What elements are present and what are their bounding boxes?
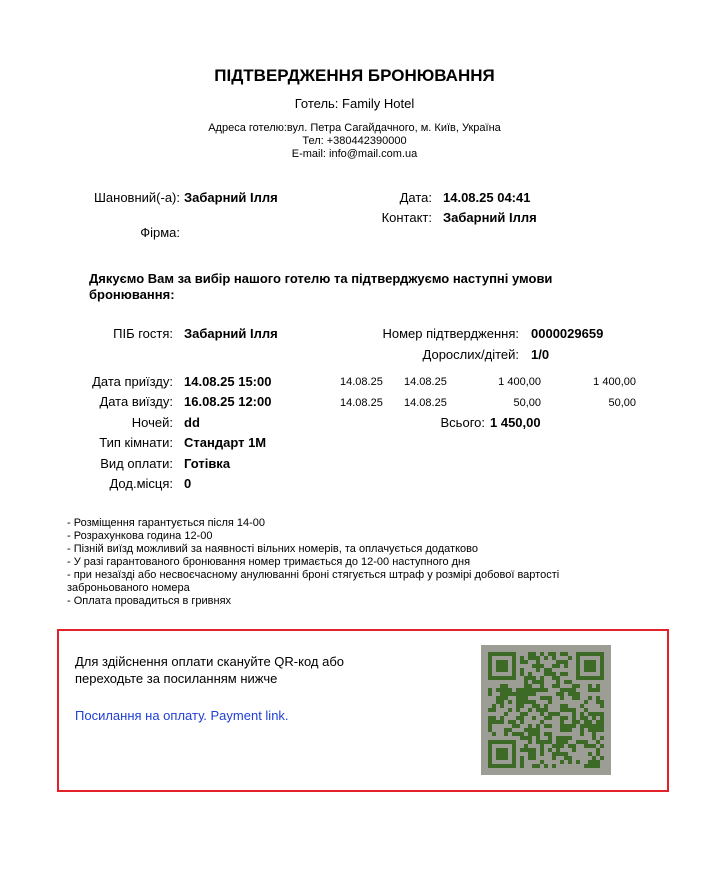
payment-type-value: Готівка (184, 456, 231, 471)
rule-item: - при незаїзді або несвоєчасному анулюванні броні стягується штраф у розмірі добової вартості (67, 569, 560, 581)
line-from: 14.08.25 (340, 376, 383, 388)
rule-item: - Розрахункова година 12-00 (67, 530, 213, 542)
hotel-address: Адреса готелю:вул. Петра Сагайдачного, м. Київ, Україна (208, 122, 501, 134)
nights-value: dd (184, 415, 200, 430)
contact-label: Контакт: (381, 210, 432, 225)
rule-item: заброньованого номера (67, 582, 190, 594)
payment-link[interactable]: Посилання на оплату. Payment link. (75, 708, 289, 723)
hotel-phone: Тел: +380442390000 (302, 135, 407, 147)
dear-value: Забарний Ілля (184, 190, 278, 205)
line-sum: 1 400,00 (593, 376, 636, 388)
payment-qr-code[interactable] (481, 645, 611, 775)
date-value: 14.08.25 04:41 (443, 190, 531, 205)
adults-label: Дорослих/дітей: (422, 347, 519, 362)
dear-label: Шановний(-а): (94, 190, 180, 205)
line-to: 14.08.25 (404, 376, 447, 388)
arrival-value: 14.08.25 15:00 (184, 374, 272, 389)
payment-instructions (75, 653, 344, 687)
guest-value: Забарний Ілля (184, 326, 278, 341)
payment-text-line2: переходьте за посиланням нижче (75, 671, 278, 686)
line-to: 14.08.25 (404, 397, 447, 409)
document-title: ПІДТВЕРДЖЕННЯ БРОНЮВАННЯ (214, 66, 495, 85)
contact-value: Забарний Ілля (443, 210, 537, 225)
qr-code-image (481, 645, 611, 775)
firm-label: Фірма: (140, 225, 180, 240)
rule-item: - Оплата провадиться в гривнях (67, 595, 232, 607)
room-type-label: Тип кімнати: (99, 435, 173, 450)
departure-label: Дата виїзду: (99, 394, 173, 409)
room-type-value: Стандарт 1М (184, 435, 267, 450)
nights-label: Ночей: (131, 415, 173, 430)
confirmation-value: 0000029659 (531, 326, 604, 341)
guest-label: ПІБ гостя: (113, 326, 173, 341)
total-value: 1 450,00 (490, 415, 541, 430)
line-price: 50,00 (513, 397, 541, 409)
date-label: Дата: (399, 190, 432, 205)
arrival-label: Дата приїзду: (92, 374, 173, 389)
line-price: 1 400,00 (498, 376, 541, 388)
line-from: 14.08.25 (340, 397, 383, 409)
rule-item: - Розміщення гарантується після 14-00 (67, 517, 266, 529)
payment-text-line1: Для здійснення оплати скануйте QR-код або (75, 654, 345, 669)
hotel-name: Готель: Family Hotel (294, 96, 415, 111)
thanks-message: Дякуємо Вам за вибір нашого готелю та підтверджуємо наступні умови бронювання: (89, 271, 553, 302)
total-label: Всього: (440, 415, 485, 430)
payment-type-label: Вид оплати: (100, 456, 173, 471)
rule-item: - Пізній виїзд можливий за наявності вільних номерів, та оплачується додатково (67, 543, 478, 555)
extra-beds-value: 0 (184, 476, 192, 491)
adults-value: 1/0 (531, 347, 550, 362)
extra-beds-label: Дод.місця: (109, 476, 173, 491)
booking-rules (67, 517, 559, 608)
line-sum: 50,00 (608, 397, 636, 409)
rule-item: - У разі гарантованого бронювання номер тримається до 12-00 наступного дня (67, 556, 471, 568)
hotel-email: E-mail: info@mail.com.ua (291, 148, 418, 160)
confirmation-label: Номер підтвердження: (382, 326, 519, 341)
departure-value: 16.08.25 12:00 (184, 394, 272, 409)
